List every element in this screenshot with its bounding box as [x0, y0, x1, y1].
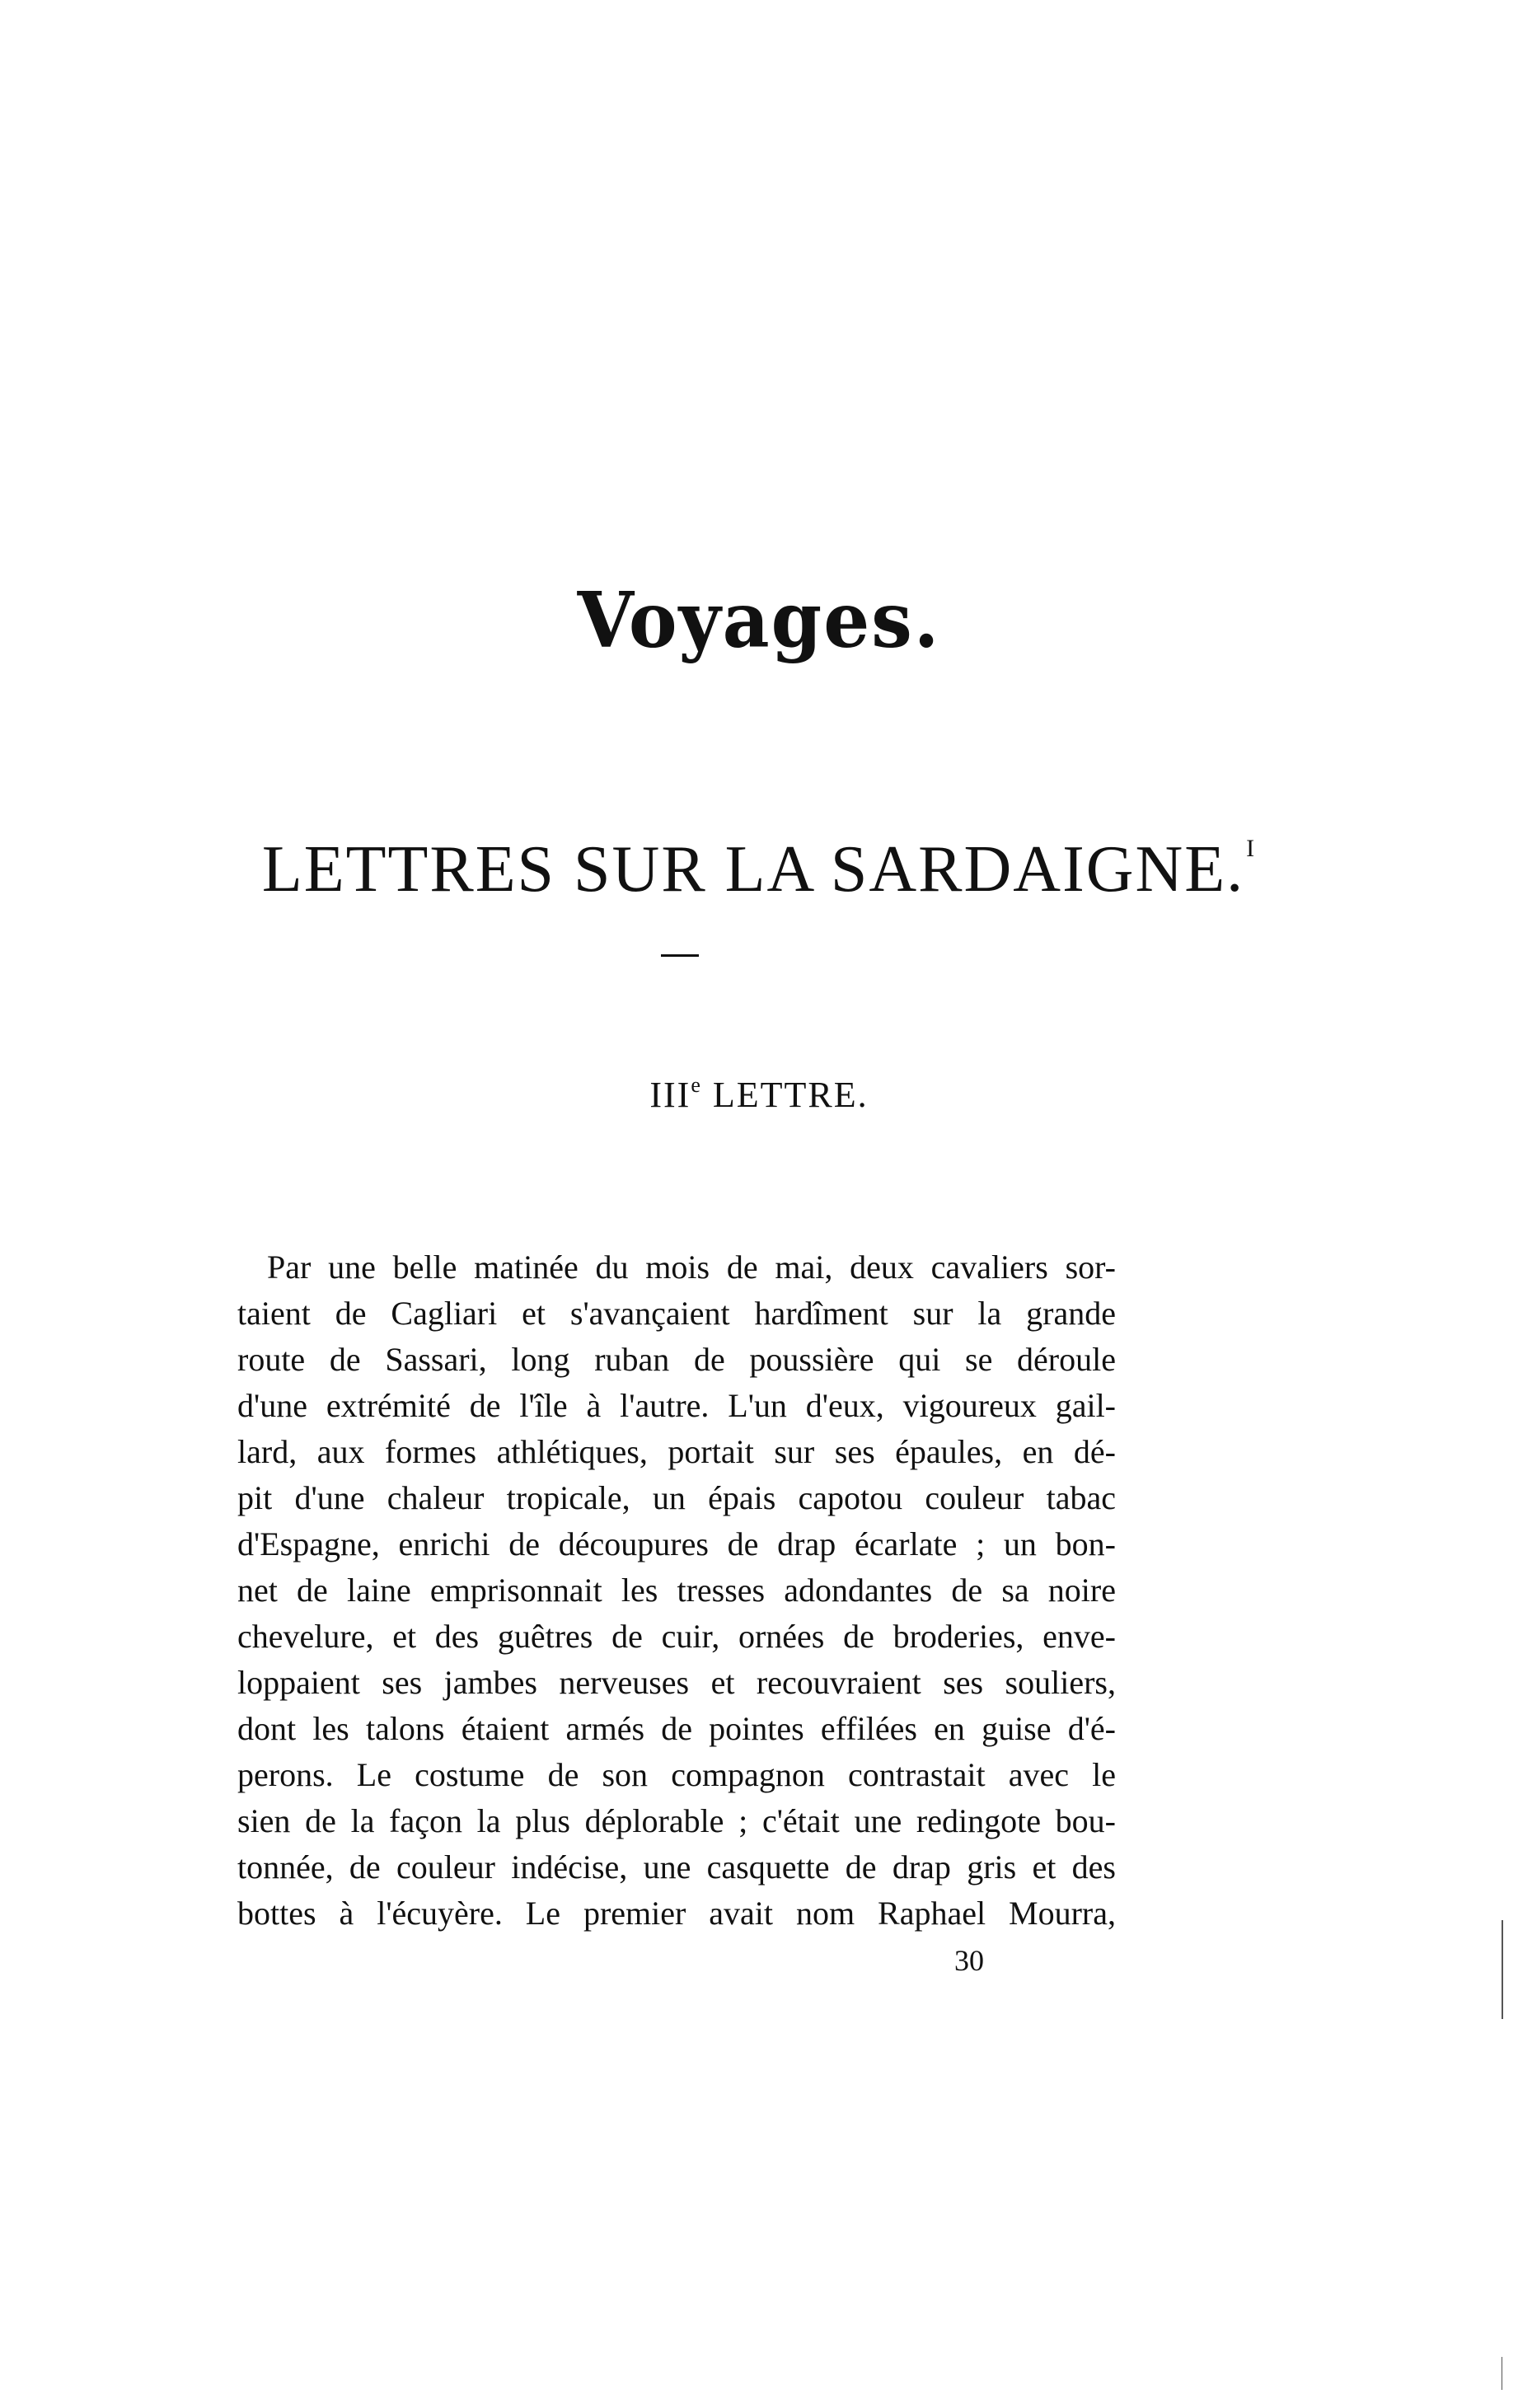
text-line: net de laine emprisonnait les tresses adondantes de sa noire: [237, 1572, 1116, 1609]
signature-mark: 30: [954, 1944, 984, 1977]
text-line: lard, aux formes athlétiques, portait sur ses épaules, en dé-: [237, 1433, 1116, 1470]
text-line: d'une extrémité de l'île à l'autre. L'un d'eux, vigoureux gail-: [237, 1387, 1116, 1424]
section-heading: Voyages.: [577, 574, 941, 665]
page-title-text: LETTRES SUR LA SARDAIGNE.: [261, 833, 1245, 906]
letter-number: III: [649, 1075, 691, 1115]
text-line: taient de Cagliari et s'avançaient hardîment sur la grande: [237, 1295, 1116, 1332]
letter-word: LETTRE.: [701, 1075, 869, 1115]
letter-heading: [0, 1073, 1518, 1116]
text-line: loppaient ses jambes nerveuses et recouvraient ses souliers,: [237, 1664, 1116, 1701]
text-line: bottes à l'écuyère. Le premier avait nom Raphael Mourra,: [237, 1895, 1116, 1932]
text-line: perons. Le costume de son compagnon contrastait avec le: [237, 1756, 1116, 1793]
body-paragraph: [237, 1244, 1116, 1937]
text-line: dont les talons étaient armés de pointes effilées en guise d'é-: [237, 1710, 1116, 1747]
text-line: tonnée, de couleur indécise, une casquette de drap gris et des: [237, 1848, 1116, 1886]
title-divider: [661, 954, 699, 957]
text-line: Par une belle matinée du mois de mai, deux cavaliers sor-: [267, 1249, 1116, 1286]
text-line: d'Espagne, enrichi de découpures de drap écarlate ; un bon-: [237, 1525, 1116, 1562]
text-line: pit d'une chaleur tropicale, un épais capotou couleur tabac: [237, 1479, 1116, 1516]
text-line: chevelure, et des guêtres de cuir, ornées de broderies, enve-: [237, 1618, 1116, 1655]
footnote-marker: I: [1246, 835, 1257, 862]
page-title: [0, 832, 1518, 907]
text-line: route de Sassari, long ruban de poussière qui se déroule: [237, 1341, 1116, 1378]
letter-number-suffix: e: [691, 1073, 702, 1097]
text-line: sien de la façon la plus déplorable ; c'était une redingote bou-: [237, 1802, 1116, 1839]
